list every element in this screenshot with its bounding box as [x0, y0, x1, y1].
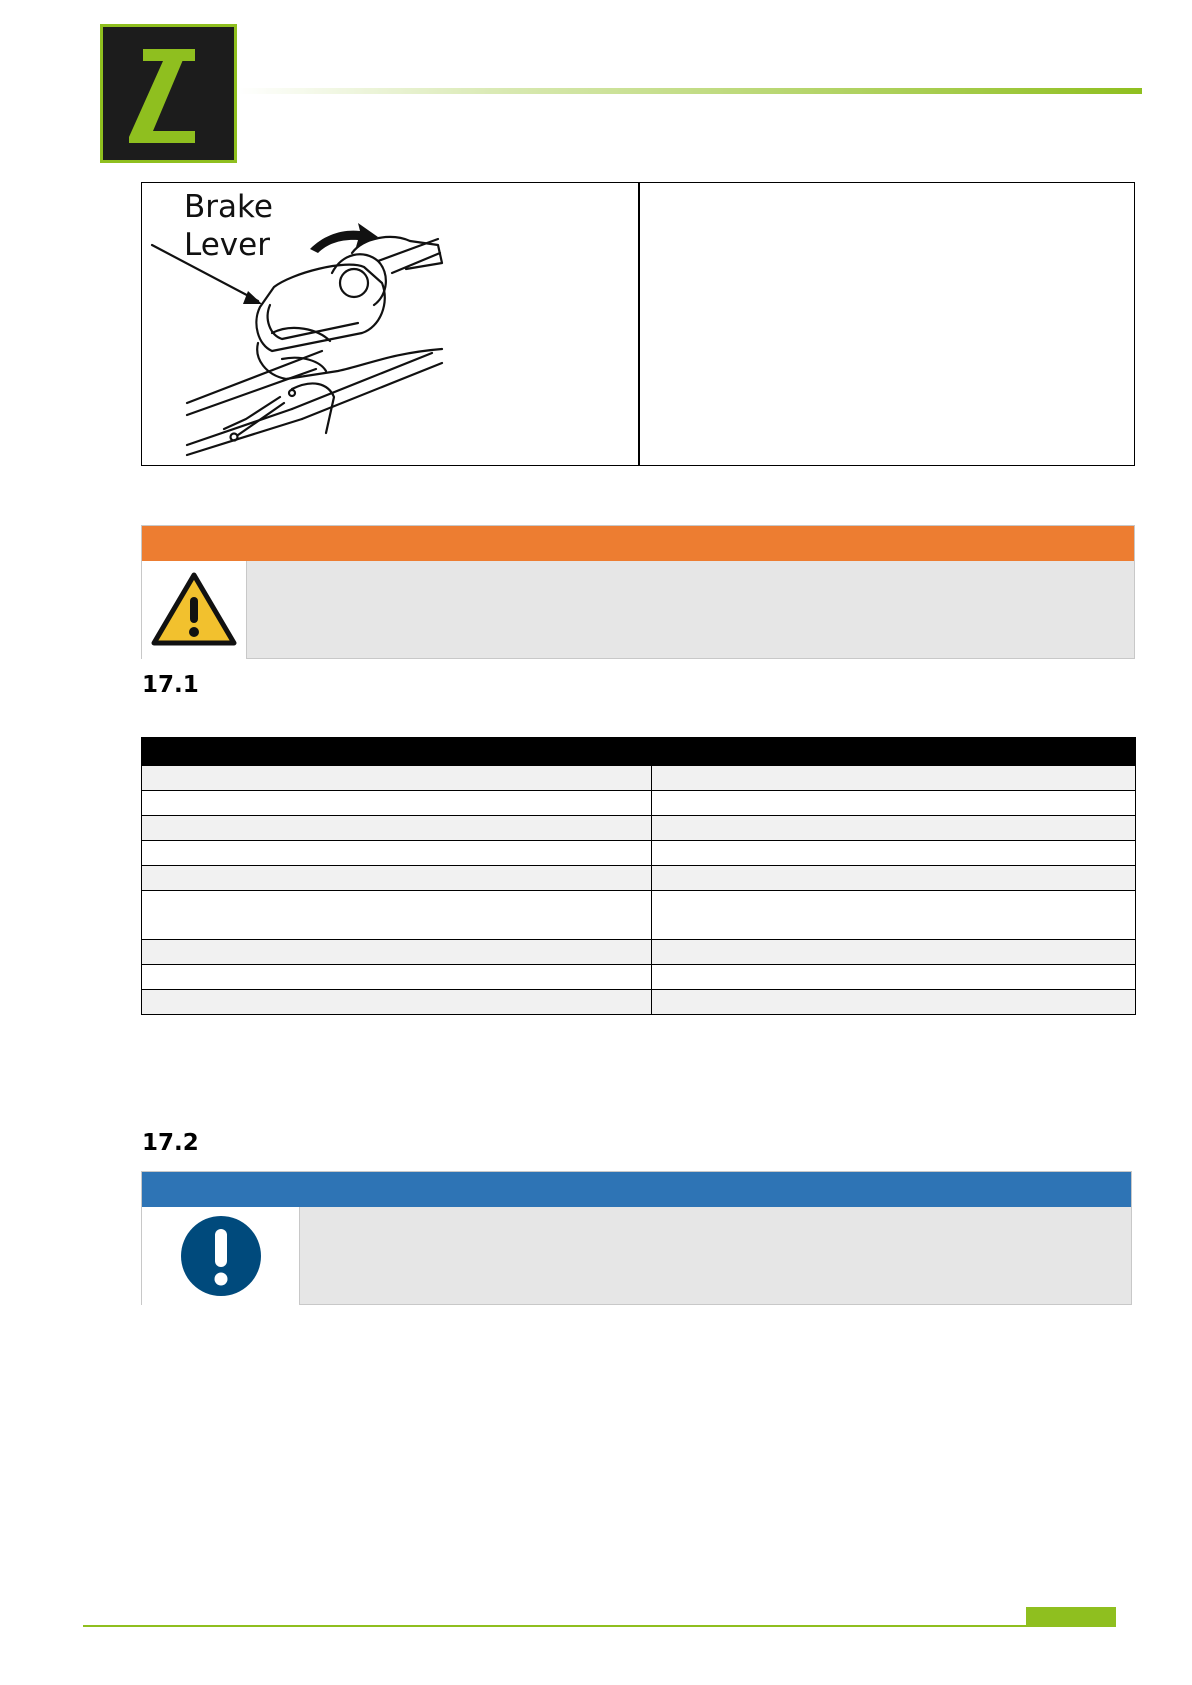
- table-row: [142, 766, 1136, 791]
- warning-triangle-icon: [150, 571, 238, 649]
- table-row: [142, 965, 1136, 990]
- z-logo-icon: [103, 27, 234, 160]
- table-row: [142, 866, 1136, 891]
- table-row: [142, 791, 1136, 816]
- footer-rule: [83, 1625, 1026, 1627]
- figure-table: [141, 182, 1135, 466]
- spec-table: [141, 737, 1136, 1015]
- figure-label-brake: Brake: [184, 189, 273, 225]
- page-number-tab: [1026, 1607, 1116, 1627]
- notice-icon-cell: [142, 1207, 300, 1305]
- figure-label-lever: Lever: [184, 227, 270, 263]
- spec-table-header: [142, 738, 1136, 766]
- table-row: [142, 990, 1136, 1015]
- mandatory-exclamation-icon: [180, 1215, 262, 1297]
- notice-box: [141, 1171, 1132, 1305]
- table-row: [142, 841, 1136, 866]
- table-row: [142, 891, 1136, 940]
- warning-header-bar: [142, 526, 1134, 561]
- brand-logo: [100, 24, 237, 163]
- header-rule: [237, 88, 1142, 94]
- warning-box: [141, 525, 1135, 659]
- table-row: [142, 816, 1136, 841]
- brake-lever-illustration: [142, 183, 638, 465]
- table-divider: [638, 183, 640, 465]
- table-row: [142, 940, 1136, 965]
- notice-header-bar: [142, 1172, 1131, 1207]
- section-number-17-2: 17.2: [142, 1130, 199, 1156]
- warning-icon-cell: [142, 561, 247, 659]
- section-number-17-1: 17.1: [142, 672, 199, 698]
